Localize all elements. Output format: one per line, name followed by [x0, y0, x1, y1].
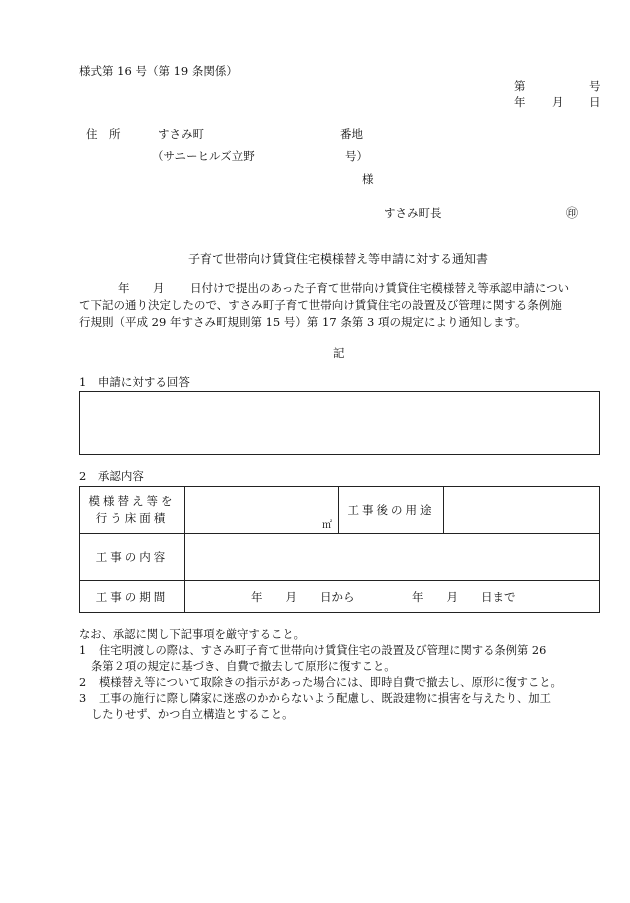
- floor-area-unit: ㎡: [322, 520, 332, 531]
- period-value: 年 月 日から 年 月 日まで: [185, 581, 600, 613]
- honorific: 様: [362, 172, 374, 186]
- section1-heading: 1 申請に対する回答: [79, 375, 190, 389]
- content-value: [185, 534, 600, 581]
- body-line-1: 日付けで提出のあった子育て世帯向け賃貸住宅模様替え等承認申請につい: [190, 281, 570, 295]
- body-line-2: て下記の通り決定したので、すさみ町子育て世帯向け賃貸住宅の設置及び管理に関する条例施: [79, 298, 562, 312]
- content-label: 工事の内容: [80, 534, 185, 581]
- after-use-label: 工事後の用途: [339, 487, 444, 534]
- after-use-value: [444, 487, 600, 534]
- approval-table: [79, 486, 600, 613]
- body-month: 月: [153, 281, 165, 295]
- note-item: [79, 675, 609, 691]
- note-text-continued: 条第２項の規定に基づき、自費で撤去して原形に復すこと。: [91, 660, 396, 673]
- period-label: 工事の期間: [80, 581, 185, 613]
- address-label: 住 所: [86, 127, 121, 141]
- seal-mark: ㊞: [566, 206, 579, 220]
- notes-intro: なお、承認に関し下記事項を厳守すること。: [79, 628, 305, 641]
- floor-area-label-line1: 模様替え等を: [88, 494, 176, 508]
- note-number: 2: [79, 676, 87, 689]
- issuer-title: すさみ町長: [384, 206, 442, 220]
- note-item: [79, 691, 609, 707]
- floor-area-label-line2: 行う床面積: [95, 511, 169, 525]
- section2-heading: 2 承認内容: [79, 469, 144, 483]
- date-day: 日: [589, 95, 601, 109]
- address-building: （サニーヒルズ立野: [152, 149, 255, 163]
- note-text-continued: したりせず、かつ自立構造とすること。: [91, 708, 294, 721]
- address-town: すさみ町: [158, 127, 204, 141]
- note-text: 模様替え等について取除きの指示があった場合には、即時自費で撤去し、原形に復すこと。: [99, 676, 562, 689]
- note-number: 3: [79, 692, 87, 705]
- address-building-suffix: 号）: [345, 149, 368, 163]
- document-title: 子育て世帯向け賃貸住宅模様替え等申請に対する通知書: [188, 252, 489, 266]
- date-year: 年: [514, 95, 526, 109]
- ki-marker: 記: [333, 346, 345, 360]
- floor-area-value: [185, 487, 339, 534]
- note-text: 工事の施行に際し隣家に迷惑のかからないよう配慮し、既設建物に損害を与えたり、加工: [99, 692, 551, 705]
- form-number: 様式第 16 号（第 19 条関係）: [79, 64, 238, 78]
- body-line-3: 行規則（平成 29 年すさみ町規則第 15 号）第 17 条第 3 項の規定により通知します。: [79, 315, 527, 329]
- note-number: 1: [79, 644, 87, 657]
- body-year: 年: [118, 281, 130, 295]
- floor-area-label: [80, 487, 185, 534]
- doc-number-suffix: 号: [589, 79, 601, 93]
- address-banchi: 番地: [340, 127, 363, 141]
- note-text: 住宅明渡しの際は、すさみ町子育て世帯向け賃貸住宅の設置及び管理に関する条例第 26: [99, 644, 547, 657]
- notes-block: [79, 627, 609, 723]
- note-item: [79, 643, 609, 659]
- date-month: 月: [552, 95, 564, 109]
- answer-box: [79, 391, 600, 455]
- doc-number-prefix: 第: [514, 79, 526, 93]
